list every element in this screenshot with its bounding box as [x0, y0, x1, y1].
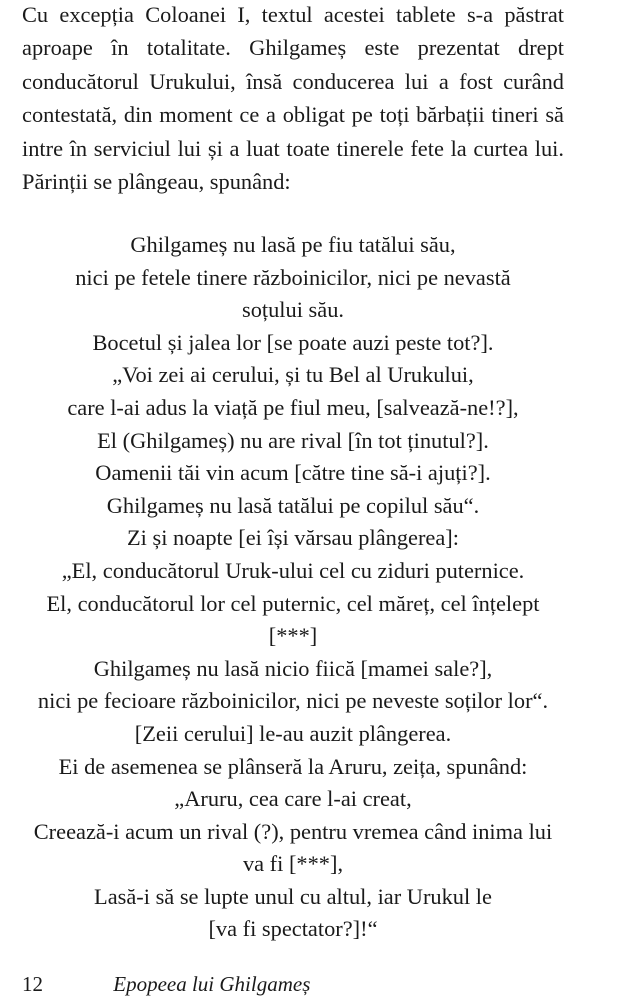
poem-verse: Zi și noapte [ei își vărsau plângerea]:	[126, 525, 459, 551]
poem-verse: nici pe fecioare războinicilor, nici pe neveste soților lor“.	[37, 688, 549, 714]
intro-line: conducătorul Urukului, însă conducerea lui a fost curând	[22, 68, 564, 94]
intro-line: contestată, din moment ce a obligat pe toți bărbații tineri să	[22, 102, 564, 128]
poem-verse: El (Ghilgameș) nu are rival [în tot ținutul?].	[97, 427, 489, 453]
intro-line: aproape în totalitate. Ghilgameș este prezentat drept	[22, 35, 564, 61]
poem-verse: El, conducătorul lor cel puternic, cel măreț, cel înțelept	[46, 590, 540, 616]
poem-verse: care l-ai adus la viață pe fiul meu, [salvează-ne!?],	[67, 394, 519, 420]
poem-verse: Ghilgameș nu lasă pe fiu tatălui său,	[130, 232, 456, 257]
poem-verse: nici pe fetele tinere războinicilor, nici pe nevastă	[75, 264, 511, 290]
poem-verse: „Aruru, cea care l-ai creat,	[174, 786, 412, 812]
page-footer	[22, 970, 310, 998]
poem-verse: „El, conducătorul Uruk-ului cel cu ziduri puternice.	[61, 557, 525, 583]
poem-verse: [Zeii cerului] le-au auzit plângerea.	[134, 720, 452, 746]
poem-verse: [***]	[268, 623, 318, 649]
poem-verse: „Voi zei ai cerului, și tu Bel al Urukului,	[112, 362, 474, 388]
poem-verse: soțului său.	[241, 297, 344, 323]
poem-block	[22, 229, 564, 946]
page-number: 12	[22, 972, 43, 996]
intro-line: intre în serviciul lui și a luat toate tinerele fete la curtea lui.	[22, 135, 564, 161]
poem-verse: Lasă-i să se lupte unul cu altul, iar Urukul le	[94, 883, 492, 909]
poem-verse: Oamenii tăi vin acum [către tine să-i ajuți?].	[95, 460, 491, 486]
poem-verse: Bocetul și jalea lor [se poate auzi peste tot?].	[92, 329, 494, 355]
poem-verse: Ghilgameș nu lasă tatălui pe copilul său“.	[106, 492, 480, 518]
poem-verse: va fi [***],	[242, 851, 344, 877]
poem-verse: Ghilgameș nu lasă nicio fiică [mamei sale?],	[93, 655, 493, 681]
poem-verse: Creează-i acum un rival (?), pentru vremea când inima lui	[33, 818, 553, 844]
running-title: Epopeea lui Ghilgameș	[113, 972, 311, 996]
poem-verse: [va fi spectator?]!“	[208, 916, 378, 942]
intro-paragraph	[22, 0, 564, 198]
intro-line: Părinții se plângeau, spunând:	[22, 169, 291, 195]
poem-verse: Ei de asemenea se plânseră la Aruru, zeița, spunând:	[58, 753, 528, 779]
intro-line: Cu excepția Coloanei I, textul acestei tablete s-a păstrat	[22, 2, 564, 27]
